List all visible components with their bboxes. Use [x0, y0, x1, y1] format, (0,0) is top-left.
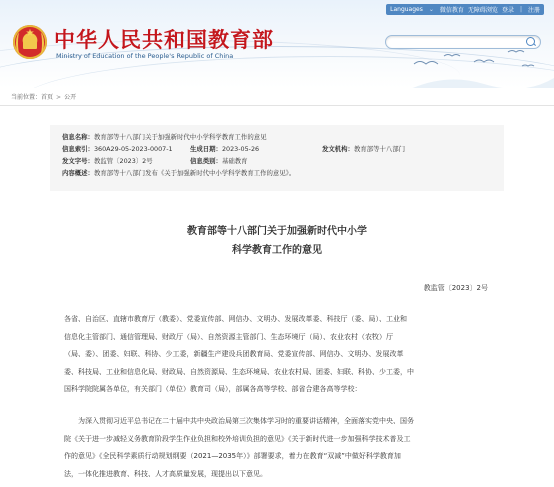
- paragraph-line: 各省、自治区、直辖市教育厅（教委）、党委宣传部、网信办、文明办、发展改革委、科技厅（委、局）、工业和: [64, 315, 407, 323]
- info-issuer-value: 教育部等十八部门: [353, 145, 406, 153]
- info-category-row: [190, 156, 248, 165]
- login-link[interactable]: 登录: [501, 7, 514, 14]
- breadcrumb: [11, 92, 76, 101]
- info-name-value: 教育部等十八部门关于加强新时代中小学科学教育工作的意见: [93, 133, 267, 141]
- paragraph-line: 院《关于进一步减轻义务教育阶段学生作业负担和校外培训负担的意见》《关于新时代进一步加强科学技术普及工: [64, 434, 411, 443]
- languages-link[interactable]: Languages: [390, 6, 423, 13]
- paragraph-line: 国科学院院属各单位，有关部门（单位）教育司（局），部属各高等学校、部省合建各高等学校：: [64, 385, 362, 393]
- accessibility-link[interactable]: 无障碍浏览: [467, 7, 498, 14]
- site-header: [0, 0, 554, 88]
- divider: [0, 105, 554, 106]
- info-summary-label: 内容概述：: [62, 169, 94, 177]
- register-link[interactable]: 注册: [527, 7, 540, 14]
- paragraph-line: （局、委）、团委、妇联、科协、少工委，新疆生产建设兵团教育局、党委宣传部、网信办、文明办、发展改革: [64, 350, 404, 358]
- wechat-link[interactable]: 微信教育: [439, 7, 464, 14]
- search-input[interactable]: [392, 36, 518, 48]
- info-docno-value: 教监管〔2023〕2号: [93, 157, 153, 165]
- info-date-value: 2023-05-26: [221, 145, 260, 153]
- chevron-down-icon: ⌄: [428, 6, 434, 13]
- intro-paragraph: [64, 413, 490, 483]
- article-title-line-2: 科学教育工作的意见: [232, 245, 322, 256]
- site-subtitle: Ministry of Education of the People's Republic of China: [56, 52, 234, 60]
- info-index-label: 信息索引：: [62, 145, 94, 153]
- paragraph-line: 法，一体化推进教育、科技、人才高质量发展，现提出以下意见。: [64, 469, 267, 478]
- paragraph-line: 信息化主管部门、通信管理局、财政厅（局）、自然资源主管部门、生态环境厅（局）、农业农村（农牧）厅: [64, 332, 393, 341]
- document-info-box: [50, 125, 504, 191]
- article-title-line-1: 教育部等十八部门关于加强新时代中小学: [187, 226, 367, 237]
- paragraph-line: 作的意见》《全民科学素质行动规划纲要（2021—2035年）》部署要求，着力在教育“双减”中做好科学教育加: [64, 452, 401, 460]
- info-issuer-label: 发文机构：: [322, 145, 354, 153]
- breadcrumb-home-link[interactable]: 首页: [41, 94, 54, 101]
- info-name-label: 信息名称：: [62, 133, 94, 141]
- divider: |: [519, 6, 522, 13]
- paragraph-line: 为深入贯彻习近平总书记在二十届中共中央政治局第三次集体学习时的重要讲话精神，全面落实党中央、国务: [78, 417, 414, 425]
- info-index-value: 360A29-05-2023-0007-1: [93, 145, 173, 153]
- breadcrumb-public-link[interactable]: 公开: [64, 94, 77, 101]
- info-docno-label: 发文字号：: [62, 157, 94, 165]
- search-box: [385, 35, 541, 49]
- info-category-label: 信息类别：: [190, 157, 222, 165]
- breadcrumb-label: 当前位置：: [11, 94, 42, 101]
- info-index-row: [62, 144, 173, 153]
- national-emblem-icon[interactable]: ★: [13, 25, 47, 59]
- paragraph-line: 委、科技局、工业和信息化局、财政局、自然资源局、生态环境局、农业农村局、团委、妇联、科协、少工委，中: [64, 367, 414, 376]
- site-title[interactable]: 中华人民共和国教育部: [54, 27, 274, 52]
- info-summary-row: [62, 168, 295, 177]
- info-date-label: 生成日期：: [190, 145, 222, 153]
- breadcrumb-separator: >: [56, 94, 62, 101]
- info-summary-value: 教育部等十八部门发布《关于加强新时代中小学科学教育工作的意见》。: [93, 169, 296, 177]
- search-icon[interactable]: [526, 37, 535, 46]
- top-nav-bar: [386, 4, 544, 15]
- info-name-row: [62, 132, 267, 141]
- addressee-paragraph: [64, 311, 490, 399]
- info-issuer-row: [322, 144, 405, 153]
- info-category-value: 基础教育: [221, 157, 248, 165]
- document-number: 教监管〔2023〕2号: [423, 284, 488, 292]
- top-nav: [386, 4, 544, 15]
- info-date-row: [190, 144, 259, 153]
- info-docno-row: [62, 156, 153, 165]
